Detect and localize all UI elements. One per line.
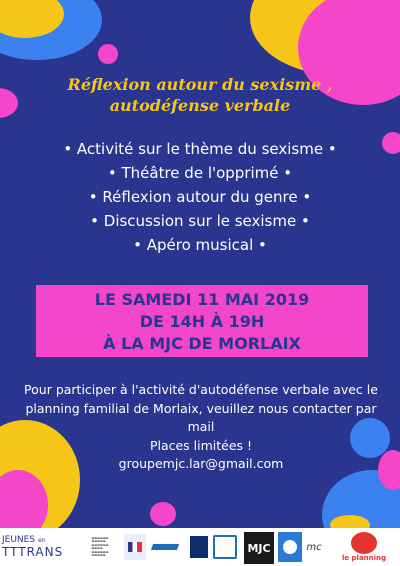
activity-item: • Réflexion autour du genre • [88, 188, 312, 206]
planning-familial-logo [334, 528, 394, 566]
partner-logo-mc: mc [306, 541, 322, 553]
event-date: LE SAMEDI 11 MAI 2019 [94, 290, 310, 309]
event-place: À LA MJC DE MORLAIX [103, 334, 301, 353]
activity-item: • Théâtre de l'opprimé • [107, 164, 293, 182]
event-time: DE 14H À 19H [139, 312, 265, 331]
decorative-blob-pink-top [98, 44, 118, 64]
places-limited-text: Places limitées ! [149, 437, 253, 453]
logo-text: TTTRANS [2, 545, 64, 559]
activity-item: • Apéro musical • [133, 236, 267, 254]
jeunes-en-trans-logo [2, 530, 76, 564]
logo-text: en [38, 537, 46, 544]
participation-info [20, 381, 382, 474]
logo-text: JEUNES [2, 535, 36, 545]
partner-logo-region [150, 536, 180, 558]
info-line: planning familial de Morlaix, veuillez nous contacter par [25, 400, 377, 416]
event-details-banner [36, 285, 368, 357]
info-line: Pour participer à l'activité d'autodéfense verbale avec le [24, 382, 378, 397]
event-title [20, 74, 380, 116]
planning-logo-text: le planning [341, 554, 387, 562]
event-title-line1: Réflexion autour du sexisme , [67, 75, 333, 94]
activity-item: • Discussion sur le sexisme • [90, 212, 310, 230]
partner-logo-round [278, 532, 302, 562]
contact-email: groupemjc.lar@gmail.com [118, 456, 284, 471]
partner-logos-footer [0, 528, 400, 566]
decorative-blob-pink-left [0, 88, 18, 118]
info-line: mail [187, 419, 215, 434]
event-title-line2: autodéfense verbale [109, 96, 291, 115]
partner-logo-department [188, 534, 210, 560]
decorative-blob-pink-bottom-center [150, 502, 176, 526]
partner-logo-text-block: ▬▬▬▬▬▬ ▬▬▬▬▬ ▬▬▬▬▬▬ ▬▬▬▬ ▬▬▬▬▬▬ ▬▬▬▬▬ [91, 535, 109, 557]
activity-list [10, 137, 390, 257]
mjc-logo-text: MJC [247, 541, 271, 555]
partner-logo-city [212, 534, 238, 560]
activity-item: • Activité sur le thème du sexisme • [63, 140, 337, 158]
mjc-logo [244, 532, 274, 564]
french-republic-logo [124, 534, 146, 560]
